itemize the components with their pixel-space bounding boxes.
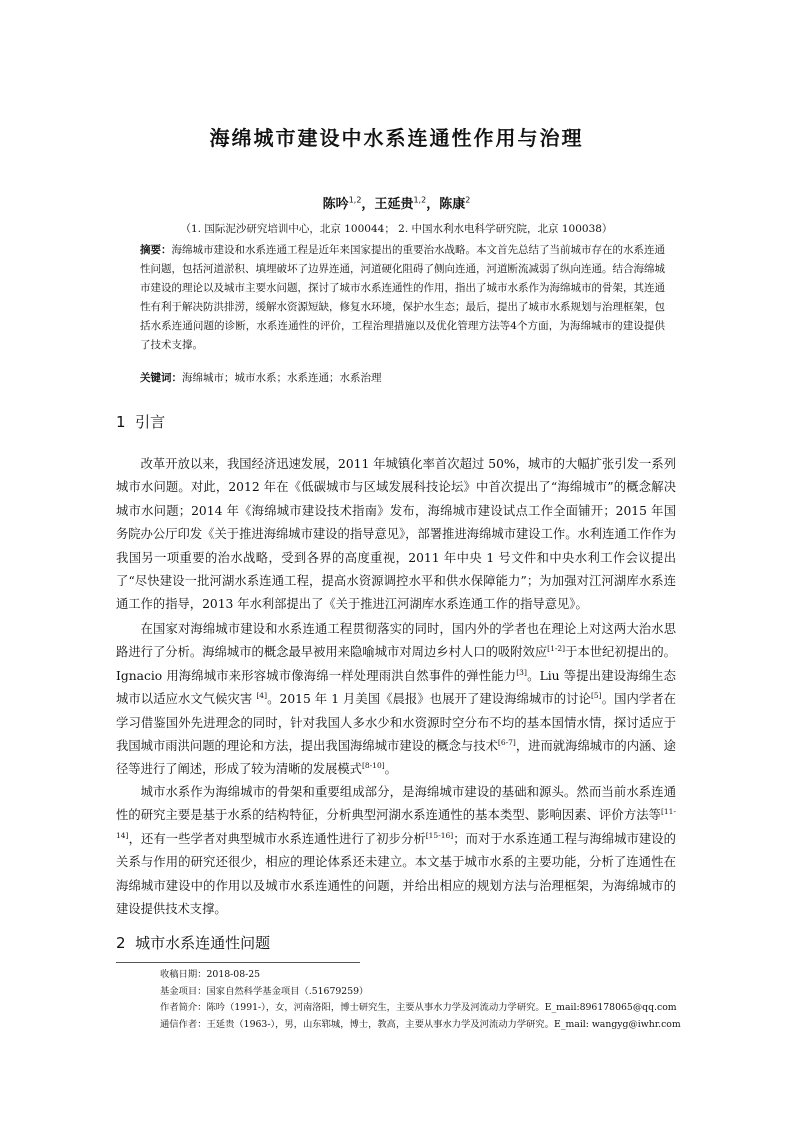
body-paragraph: 改革开放以来，我国经济迅速发展，2011 年城镇化率首次超过 50%，城市的大幅扩张引发一系列城市水问题。对此，2012 年在《低碳城市与区域发展科技论坛》中首次提出了“海绵城市”的概念解决城市水问题；2014 年《海绵城市建设技术指南》发布，海绵城市建设试点工作全面铺开；2015 年国务院办公厅印发《关于推进海绵城市建设的指导意见》，部署推进海绵城市建设工作。水利连通工作作为我国另一项重要的治水战略，受到各界的高度重视，2011 年中央 1 号文件和中央水利工作会议提出了“尽快建设一批河湖水系连通工程，提高水资源调控水平和供水保障能力”；为加强对江河湖库水系连通工作的指导，2013 年水利部提出了《关于推进江河湖库水系连通工作的指导意见》。 [116,457,676,612]
author-affil-marker: 1,2 [348,195,362,205]
author-name: 陈康 [439,197,466,212]
section-heading-2 [116,932,270,953]
keywords-text: 海绵城市；城市水系；水系连通；水系治理 [182,372,382,384]
footnotes [160,967,680,1033]
citation-ref: [11-14] [116,807,676,840]
section-number: 1 [116,413,126,431]
author-list [0,193,793,212]
body-paragraph [116,781,676,921]
citation-ref: [15-16] [425,830,454,840]
citation-ref: [8-10] [361,761,385,771]
paragraph-text: ；而对于水系连通工程与海绵城市建设的关系与作用的研究还很少，相应的理论体系还未建立。本文基于城市水系的主要功能，分析了连通性在海绵城市建设中的作用以及城市水系连通性的问题，并给出相应的规划方法与治理框架，为海绵城市的建设提供技术支撑。 [116,831,676,917]
footnote-received-date: 收稿日期：2018-08-25 [160,969,261,980]
paragraph-text: 。国内学者在学习借鉴国外先进理念的同时，针对我国人多水少和水资源时空分布不均的基本国情水情，探讨适应于我国城市雨洪问题的理论和方法，提出我国海绵城市建设的概念与技术 [116,692,676,754]
paragraph-text: ，进而就海绵城市的内涵、途径等进行了阐述，形成了较为清晰的发展模式 [116,739,676,777]
paragraph-text: ，还有一些学者对典型城市水系连通性进行了初步分析 [128,831,426,846]
paragraph-text: 。Liu 等提出建设海绵生态城市以适应水文气候灾害 [116,668,676,707]
section-title: 引言 [135,413,166,431]
paragraph-text: 在国家对海绵城市建设和水系连通工程贯彻落实的同时，国内外的学者也在理论上对这两大治水思路进行了分析。海绵城市的概念最早被用来隐喻城市对周边乡村人口的吸附效应 [116,622,676,660]
abstract-label: 摘要： [140,244,172,256]
author-affil-marker: 2 [465,195,471,205]
section-number: 2 [116,934,126,952]
citation-ref: [4] [256,691,267,701]
paragraph-text: 。 [384,762,397,777]
abstract-text: 海绵城市建设和水系连通工程是近年来国家提出的重要治水战略。本文首先总结了当前城市存在的水系连通性问题，包括河道淤积、填埋破坏了边界连通，河道硬化阻碍了侧向连通，河道断流减弱了纵向连通。结合海绵城市建设的理论以及城市主要水问题，探讨了城市水系连通性的作用，指出了城市水系作为海绵城市的骨架，其连通性有利于解决防洪排涝，缓解水资源短缺，修复水环境，保护水生态；最后，提出了城市水系规划与治理框架，包括水系连通问题的诊断，水系连通性的评价，工程治理措施以及优化管理方法等4个方面，为海绵城市的建设提供了技术支撑。 [140,244,665,351]
footnote-divider [116,962,360,963]
author-separator: ， [426,197,440,212]
keywords [140,370,665,385]
section-heading-1 [116,411,165,432]
author-name: 王延贵 [374,197,414,212]
citation-ref: [6-7] [497,737,516,747]
paragraph-text: 。2015 年 1 月美国《晨报》也展开了建设海绵城市的讨论 [267,692,591,707]
citation-ref: [3] [516,667,527,677]
paper-title: 海绵城市建设中水系连通性作用与治理 [209,126,584,150]
section-title: 城市水系连通性问题 [135,934,271,952]
author-separator: ， [361,197,375,212]
citation-ref: [5] [590,691,602,701]
author-affil-marker: 1,2 [413,195,427,205]
affiliations: （1. 国际泥沙研究培训中心，北京 100044； 2. 中国水利水电科学研究院，北京 100038） [180,223,613,235]
keywords-label: 关键词： [140,372,182,384]
footnote-author-bio: 作者简介：陈吟（1991-），女，河南洛阳，博士研究生，主要从事水力学及河流动力学研究。E_mail:896178065@qq.com [160,1002,677,1013]
paragraph-text: 城市水系作为海绵城市的骨架和重要组成部分，是海绵城市建设的基础和源头。然而当前水系连通性的研究主要是基于水系的结构特征，分析典型河湖水系连通性的基本类型、影响因素、评价方法等 [116,785,676,823]
footnote-corresponding-author: 通信作者：王延贵（1963-），男，山东郓城，博士，教高，主要从事水力学及河流动力学研究。E_mail: wangyg@iwhr.com [160,1018,681,1030]
abstract [140,241,665,355]
author-name: 陈吟 [322,197,349,212]
paragraph-text: 于本世纪初提出的。Ignacio 用海绵城市来形容城市像海绵一样处理雨洪自然事件的弹性能力 [116,645,676,683]
citation-ref: [1-2] [547,644,566,654]
footnote-funding: 基金项目：国家自然科学基金项目（.51679259） [160,985,369,997]
body-paragraph [116,618,676,782]
